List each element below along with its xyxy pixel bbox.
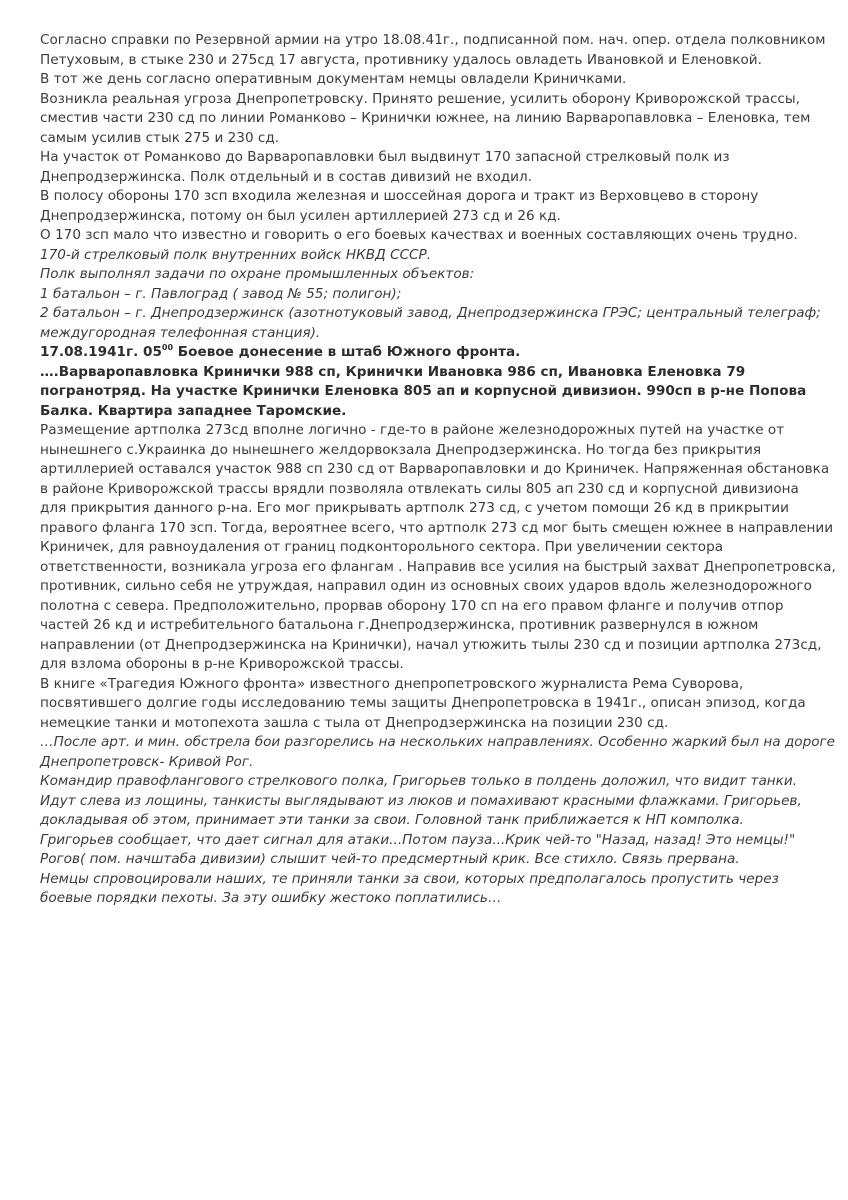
italic-quote-line: докладывая об этом, принимает эти танки за свои. Головной танк приближается к НП комполка. [40, 812, 744, 828]
paragraph-line: посвятившего долгие годы исследованию темы защиты Днепропетровска в 1941г., описан эпизод, когда [40, 695, 806, 711]
italic-quote-line: Григорьев сообщает, что дает сигнал для атаки...Потом пауза...Крик чей-то "Назад, назад! Это немцы!" [40, 831, 796, 848]
paragraph-line: Размещение артполка 273сд вполне логично - где-то в районе железнодорожных путей на участке от [40, 422, 785, 438]
paragraph-line: О 170 зсп мало что известно и говорить о его боевых качествах и военных составляющих очень трудно. [40, 227, 798, 243]
paragraph-line: самым усилив стык 275 и 230 сд. [40, 129, 280, 146]
paragraph-line: сместив части 230 сд по линии Романково – Кринички южнее, на линию Варваропавловка – Еленовка, тем [40, 110, 811, 126]
paragraph-line: для прикрытия данного р-на. Его мог прикрывать артполк 273 сд, с учетом помощи 26 кд в прикрытии [40, 500, 789, 516]
paragraph-line: Днепродзержинска. Полк отдельный и в состав дивизий не входил. [40, 168, 533, 185]
report-line: Балка. Квартира западнее Таромские. [40, 402, 347, 419]
italic-quote-line: боевые порядки пехоты. За эту ошибку жестоко поплатились… [40, 890, 502, 906]
italic-quote-line: 2 батальон – г. Днепродзержинск (азотнотуковый завод, Днепродзержинска ГРЭС; центральный телеграф; [40, 305, 821, 321]
italic-quote-line: 170-й стрелковый полк внутренних войск НКВД СССР. [40, 246, 432, 263]
italic-quote-line: Немцы спровоцировали наших, те приняли танки за свои, которых предполагалось пропустить через [40, 870, 779, 887]
paragraph-line: Петуховым, в стыке 230 и 275сд 17 августа, противнику удалось овладеть Ивановкой и Еленовкой. [40, 51, 762, 68]
paragraph-line: Возникла реальная угроза Днепропетровску. Принято решение, усилить оборону Криворожской трассы, [40, 90, 800, 107]
paragraph-line: Днепродзержинска, потому он был усилен артиллерией 273 сд и 26 кд. [40, 207, 561, 224]
paragraph-line: для взлома обороны в р-не Криворожской трассы. [40, 656, 404, 672]
paragraph-line: В тот же день согласно оперативным документам немцы овладели Криничками. [40, 71, 627, 87]
italic-quote-line: …После арт. и мин. обстрела бои разгорелись на нескольких направлениях. Особенно жаркий был на дороге [40, 734, 836, 750]
paragraph-line: На участок от Романково до Варваропавловки был выдвинут 170 запасной стрелковый полк из [40, 149, 730, 165]
italic-quote-line: 1 батальон – г. Павлоград ( завод № 55; полигон); [40, 285, 402, 302]
paragraph-line: частей 26 кд и истребительного батальона г.Днепродзержинска, противник развернулся в южном [40, 617, 759, 633]
report-date: 17.08.1941г. 05 [40, 344, 162, 360]
paragraph-line: немецкие танки и мотопехота зашла с тыла от Днепродзержинска на позиции 230 сд. [40, 714, 669, 731]
italic-quote-line: Полк выполнял задачи по охране промышленных объектов: [40, 266, 475, 282]
report-line: погранотряд. На участке Кринички Еленовка 805 ап и корпусной дивизион. 990сп в р-не Попова [40, 383, 807, 399]
italic-quote-line: междугородная телефонная станция). [40, 324, 321, 341]
paragraph-line: правого фланга 170 зсп. Тогда, вероятнее всего, что артполк 273 сд мог быть смещен южнее в направлении [40, 519, 834, 536]
document-text [40, 31, 836, 909]
paragraph-line: противник, сильно себя не утруждая, направил один из основных своих ударов вдоль железнодорожного [40, 578, 812, 594]
report-heading-text: Боевое донесение в штаб Южного фронта. [173, 344, 521, 360]
paragraph-line: В книге «Трагедия Южного фронта» известного днепропетровского журналиста Рема Суворова, [40, 675, 744, 692]
italic-quote-line: Рогов( пом. начштаба дивизии) слышит чей-то предсмертный крик. Все стихло. Связь прервана. [40, 851, 740, 867]
report-time-superscript: 00 [161, 343, 174, 352]
italic-quote-line: Идут слева из лощины, танкисты выглядывают из люков и помахивают красными флажками. Григорьев, [40, 792, 802, 809]
italic-quote-line: Командир правофлангового стрелкового полка, Григорьев только в полдень доложил, что видит танки. [40, 773, 798, 789]
paragraph-line: нынешнего с.Украинка до нынешнего желдорвокзала Днепродзержинска. Но тогда без прикрытия [40, 441, 762, 458]
paragraph-line: В полосу обороны 170 зсп входила железная и шоссейная дорога и тракт из Верховцево в сторону [40, 188, 759, 204]
paragraph-line: полотна с севера. Предположительно, прорвав оборону 170 сп на его правом фланге и получив отпор [40, 597, 784, 614]
paragraph-line: в районе Криворожской трассы врядли позволяла отвлекать силы 805 ап 230 сд и корпусной дивизиона [40, 480, 799, 497]
paragraph-line: артиллерией оставался участок 988 сп 230 сд от Варваропавловки и до Криничек. Напряженная обстановка [40, 461, 830, 477]
paragraph-line: ответственности, возникала угроза его флангам . Направив все усилия на быстрый захват Днепропетровска, [40, 558, 836, 575]
paragraph-line: Криничек, для равноудаления от границ подконторольного сектора. При увеличении сектора [40, 539, 724, 555]
report-heading [40, 343, 825, 363]
italic-quote-line: Днепропетровск- Кривой Рог. [40, 753, 254, 770]
report-line: ….Варваропавловка Кринички 988 сп, Кринички Ивановка 986 сп, Ивановка Еленовка 79 [40, 363, 746, 380]
paragraph-line: Согласно справки по Резервной армии на утро 18.08.41г., подписанной пом. нач. опер. отдела полковником [40, 32, 826, 48]
paragraph-line: направлении (от Днепродзержинска на Кринички), начал утюжить тылы 230 сд и позиции артполка 273сд, [40, 636, 822, 653]
